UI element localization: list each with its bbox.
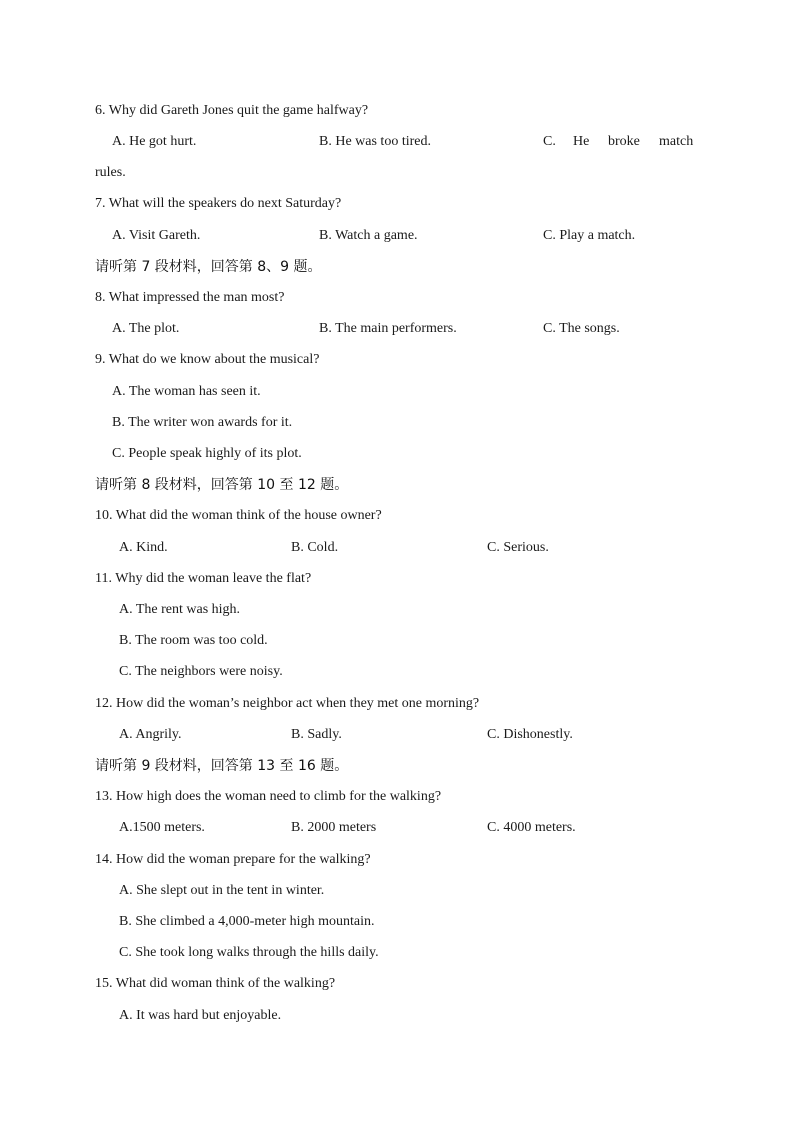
- section-8-instruction: 请听第 8 段材料，回答第 10 至 12 题。: [95, 477, 349, 493]
- question-14-option-a: A. She slept out in the tent in winter.: [119, 883, 325, 898]
- question-7-option-b: B. Watch a game.: [319, 228, 418, 243]
- question-8-option-a: A. The plot.: [112, 321, 180, 336]
- question-11-option-a: A. The rent was high.: [119, 602, 241, 617]
- question-9-option-c: C. People speak highly of its plot.: [112, 446, 302, 461]
- section-7-instruction: 请听第 7 段材料，回答第 8、9 题。: [95, 259, 322, 275]
- question-8-option-c: C. The songs.: [543, 321, 620, 336]
- question-6-option-c-continuation: rules.: [95, 165, 126, 180]
- question-14-stem: 14. How did the woman prepare for the walking?: [95, 852, 371, 867]
- question-15-stem: 15. What did woman think of the walking?: [95, 976, 336, 991]
- question-9-option-b: B. The writer won awards for it.: [112, 415, 293, 430]
- question-15-option-a: A. It was hard but enjoyable.: [119, 1008, 282, 1023]
- question-11-option-c: C. The neighbors were noisy.: [119, 664, 283, 679]
- question-13-option-a: A.1500 meters.: [119, 820, 205, 835]
- question-6-option-b: B. He was too tired.: [319, 134, 431, 149]
- question-11-option-b: B. The room was too cold.: [119, 633, 268, 648]
- question-11-stem: 11. Why did the woman leave the flat?: [95, 571, 312, 586]
- question-14-option-b: B. She climbed a 4,000-meter high mountain.: [119, 914, 375, 929]
- question-12-option-b: B. Sadly.: [291, 727, 342, 742]
- question-12-option-c: C. Dishonestly.: [487, 727, 573, 742]
- question-6-option-c-word1: He: [573, 134, 590, 149]
- question-6-option-a: A. He got hurt.: [112, 134, 197, 149]
- question-6-option-c-word3: match: [659, 134, 694, 149]
- question-12-option-a: A. Angrily.: [119, 727, 182, 742]
- question-8-stem: 8. What impressed the man most?: [95, 290, 285, 305]
- question-10-option-b: B. Cold.: [291, 540, 339, 555]
- section-9-instruction: 请听第 9 段材料，回答第 13 至 16 题。: [95, 758, 349, 774]
- question-14-option-c: C. She took long walks through the hills daily.: [119, 945, 379, 960]
- question-10-option-a: A. Kind.: [119, 540, 168, 555]
- question-7-stem: 7. What will the speakers do next Saturday?: [95, 196, 342, 211]
- question-6-option-c-label: C.: [543, 134, 556, 149]
- question-13-option-b: B. 2000 meters: [291, 820, 377, 835]
- question-7-option-c: C. Play a match.: [543, 228, 636, 243]
- question-10-option-c: C. Serious.: [487, 540, 549, 555]
- question-9-option-a: A. The woman has seen it.: [112, 384, 261, 399]
- question-9-stem: 9. What do we know about the musical?: [95, 352, 320, 367]
- question-10-stem: 10. What did the woman think of the house owner?: [95, 508, 382, 523]
- question-6-stem: 6. Why did Gareth Jones quit the game halfway?: [95, 103, 369, 118]
- question-8-option-b: B. The main performers.: [319, 321, 457, 336]
- question-13-stem: 13. How high does the woman need to climb for the walking?: [95, 789, 442, 804]
- question-6-option-c-word2: broke: [608, 134, 640, 149]
- question-7-option-a: A. Visit Gareth.: [112, 228, 201, 243]
- question-13-option-c: C. 4000 meters.: [487, 820, 576, 835]
- question-12-stem: 12. How did the woman’s neighbor act when they met one morning?: [95, 696, 480, 711]
